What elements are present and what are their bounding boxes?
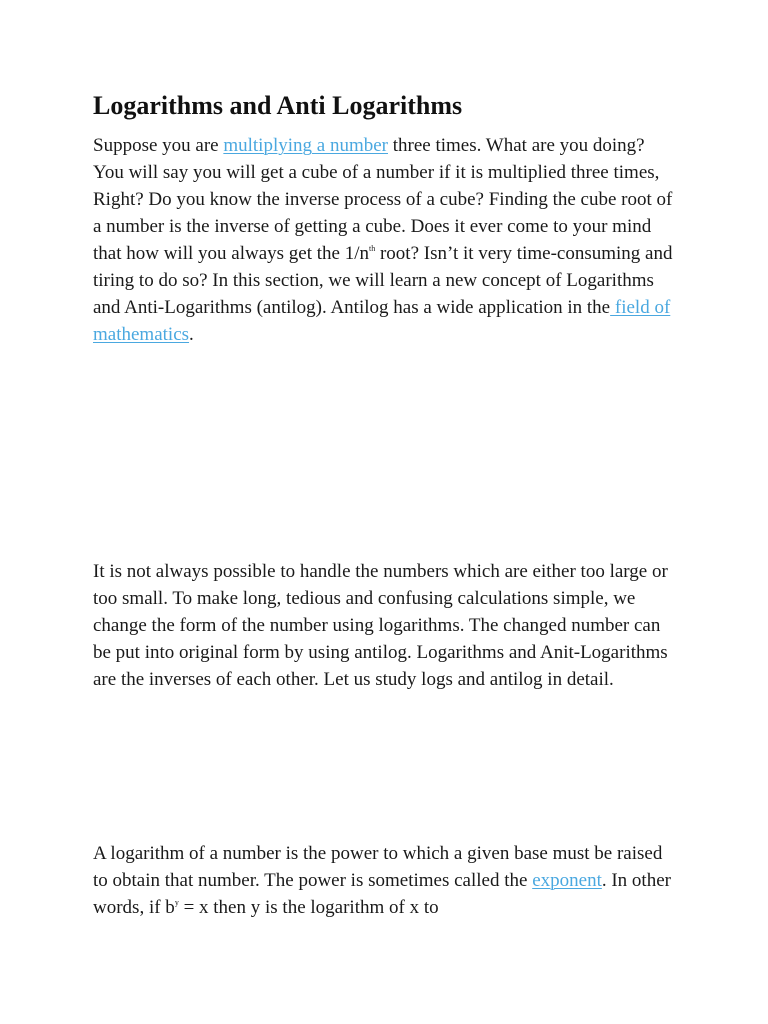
intro-text-3: root? Isn’t it very time-consuming and tiring to do so? In this section, we will learn a new concept of Logarithms and Anti-Logarithms (antilog). Antilog has a wide application in the [93, 243, 673, 318]
intro-text-4: . [189, 324, 194, 345]
logarithm-definition-paragraph [93, 840, 673, 921]
definition-text-1: A logarithm of a number is the power to which a given base must be raised to obtain that number. The power is sometimes called the [93, 843, 663, 891]
definition-text-3: = x then y is the logarithm of x to [178, 897, 439, 918]
definition-text-2: . In other words, if b [93, 870, 671, 918]
intro-text-1: Suppose you are [93, 135, 224, 156]
page-title: Logarithms and Anti Logarithms [93, 91, 463, 120]
logarithm-purpose-paragraph: It is not always possible to handle the numbers which are either too large or too small. To make long, tedious and confusing calculations simple, we change the form of the number using logarithms. The changed number can be put into original form by using antilog. Logarithms and Anit-Logarithms are the inverses of each other. Let us study logs and antilog in detail. [93, 561, 668, 690]
intro-text-2: three times. What are you doing? You will say you will get a cube of a number if it is multiplied three times, Right? Do you know the inverse process of a cube? Finding the cube root of a number is the inverse of getting a cube. Does it ever come to your mind that how will you always get the 1/n [93, 135, 673, 264]
multiplying-link[interactable]: multiplying a number [223, 135, 388, 156]
superscript-y: y [174, 898, 179, 907]
intro-paragraph [93, 132, 673, 348]
superscript-th: th [368, 244, 376, 253]
exponent-link[interactable]: exponent [532, 870, 602, 891]
field-of-mathematics-link[interactable]: field of mathematics [93, 297, 671, 345]
